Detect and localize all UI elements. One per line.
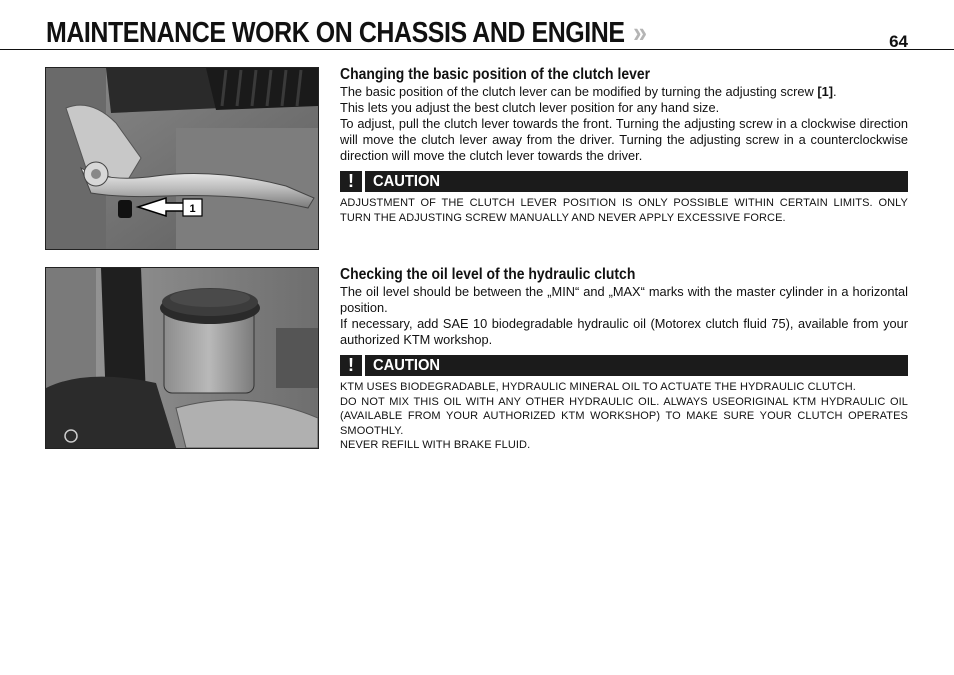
page-header (0, 0, 954, 50)
caution-banner (340, 171, 908, 192)
warning-icon: ! (340, 355, 365, 376)
reference-label: [1] (817, 84, 833, 99)
callout-label: 1 (189, 203, 196, 215)
section-heading: Changing the basic position of the clutch lever (340, 66, 651, 83)
hydraulic-clutch-section (340, 265, 908, 453)
section-heading: Checking the oil level of the hydraulic clutch (340, 266, 636, 283)
clutch-lever-photo (45, 67, 319, 250)
page-title: MAINTENANCE WORK ON CHASSIS AND ENGINE » (46, 17, 647, 49)
body-paragraph: This lets you adjust the best clutch lever position for any hand size. (340, 100, 720, 115)
page-number: 64 (889, 32, 908, 51)
caution-text: DO NOT MIX THIS OIL WITH ANY OTHER HYDRAULIC OIL. ALWAYS USEORIGINAL KTM HYDRAULIC OIL (AVAILABLE FROM YOUR AUTHORIZED KTM WORKSHOP) TO MAKE SURE YOUR CLUTCH OPERATES SMOOTHLY. (340, 395, 908, 437)
clutch-reservoir-photo (45, 267, 319, 449)
caution-text: ADJUSTMENT OF THE CLUTCH LEVER POSITION IS ONLY POSSIBLE WITHIN CERTAIN LIMITS. ONLY TURN THE ADJUSTING SCREW MANUALLY AND NEVER APPLY EXCESSIVE FORCE. (340, 197, 908, 224)
caution-label: CAUTION (373, 356, 441, 374)
body-paragraph: To adjust, pull the clutch lever towards the front. Turning the adjusting screw in a clockwise direction will move the clutch lever away from the driver. Turning the adjusting screw in a counterclockwise direction will move the clutch lever towards the driver. (340, 116, 908, 163)
warning-icon: ! (340, 171, 365, 192)
body-paragraph: If necessary, add SAE 10 biodegradable hydraulic oil (Motorex clutch fluid 75), available from your authorized KTM workshop. (340, 316, 908, 347)
caution-banner (340, 355, 908, 376)
clutch-lever-section (340, 65, 908, 225)
caution-label: CAUTION (373, 172, 441, 190)
caution-text: KTM USES BIODEGRADABLE, HYDRAULIC MINERAL OIL TO ACTUATE THE HYDRAULIC CLUTCH. (340, 381, 856, 393)
caution-text: NEVER REFILL WITH BRAKE FLUID. (340, 439, 531, 451)
body-paragraph: The oil level should be between the „MIN“ and „MAX“ marks with the master cylinder in a horizontal position. (340, 284, 908, 315)
body-paragraph: The basic position of the clutch lever can be modified by turning the adjusting screw [1]. (340, 84, 837, 99)
chevron-icon: » (633, 17, 647, 49)
